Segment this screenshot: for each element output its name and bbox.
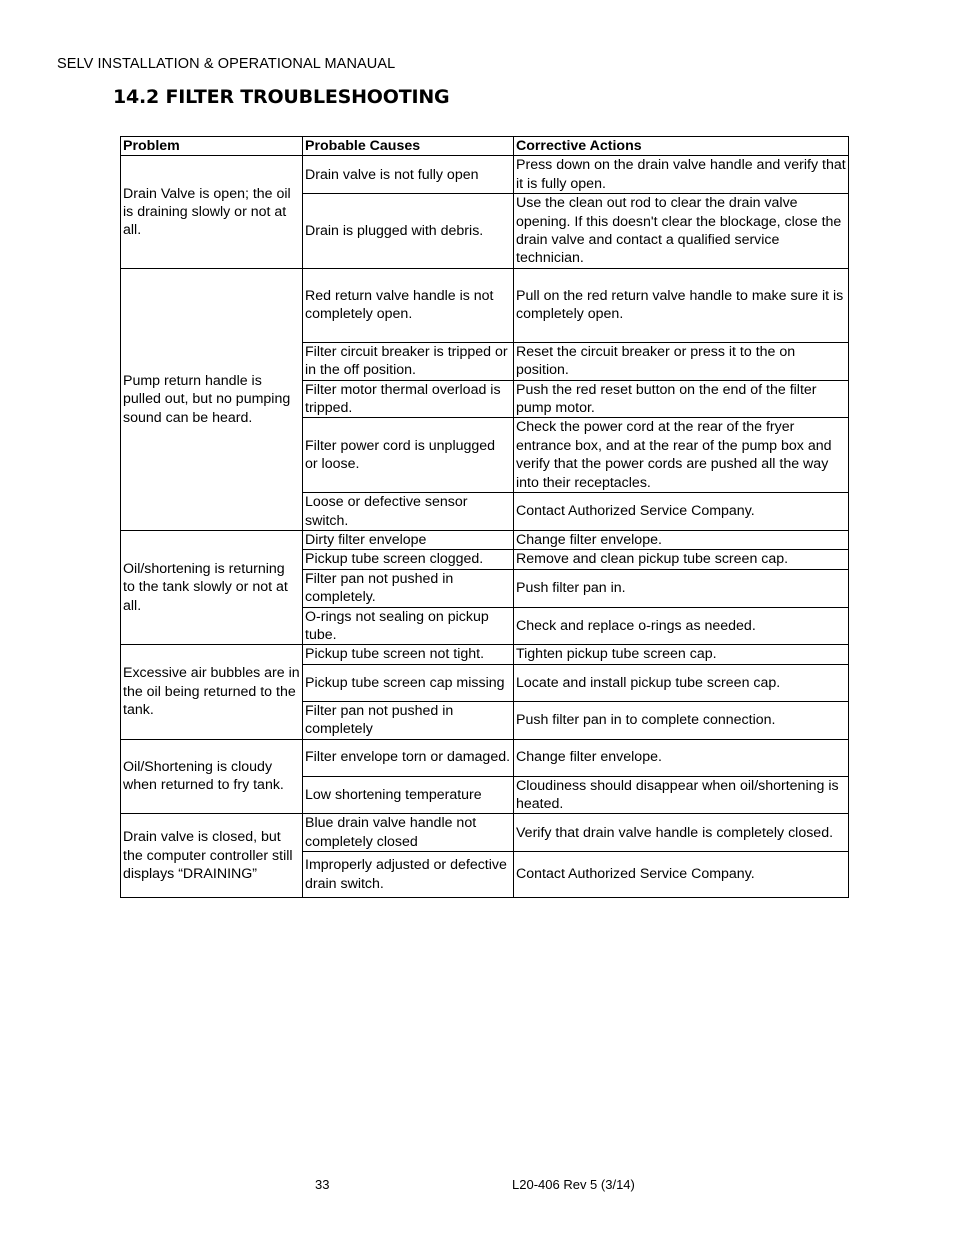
problem-cell: Oil/Shortening is cloudy when returned to fry tank. [121, 739, 303, 814]
problem-cell: Excessive air bubbles are in the oil being returned to the tank. [121, 645, 303, 739]
corrective-action-cell: Press down on the drain valve handle and verify that it is fully open. [514, 156, 849, 194]
probable-cause-cell: Improperly adjusted or defective drain switch. [303, 852, 514, 898]
corrective-action-cell: Push filter pan in. [514, 569, 849, 607]
corrective-action-cell: Reset the circuit breaker or press it to the on position. [514, 342, 849, 380]
corrective-action-cell: Remove and clean pickup tube screen cap. [514, 550, 849, 569]
page-number: 33 [315, 1177, 330, 1192]
corrective-action-cell: Cloudiness should disappear when oil/shortening is heated. [514, 776, 849, 814]
problem-cell: Drain Valve is open; the oil is draining slowly or not at all. [121, 156, 303, 268]
probable-cause-cell: Filter circuit breaker is tripped or in the off position. [303, 342, 514, 380]
probable-cause-cell: Filter envelope torn or damaged. [303, 739, 514, 776]
probable-cause-cell: Loose or defective sensor switch. [303, 493, 514, 531]
table-row [121, 645, 849, 664]
corrective-action-cell: Locate and install pickup tube screen cap. [514, 664, 849, 701]
corrective-action-cell: Tighten pickup tube screen cap. [514, 645, 849, 664]
table-row [121, 814, 849, 852]
corrective-action-cell: Push the red reset button on the end of the filter pump motor. [514, 380, 849, 418]
corrective-action-cell: Verify that drain valve handle is completely closed. [514, 814, 849, 852]
section-title: 14.2 FILTER TROUBLESHOOTING [113, 86, 450, 108]
probable-cause-cell: Drain valve is not fully open [303, 156, 514, 194]
probable-cause-cell: Pickup tube screen cap missing [303, 664, 514, 701]
column-header-problem: Problem [121, 137, 303, 156]
probable-cause-cell: Red return valve handle is not completely open. [303, 268, 514, 342]
probable-cause-cell: Blue drain valve handle not completely closed [303, 814, 514, 852]
problem-cell: Pump return handle is pulled out, but no pumping sound can be heard. [121, 268, 303, 530]
corrective-action-cell: Check the power cord at the rear of the fryer entrance box, and at the rear of the pump box and verify that the power cords are pushed all the way into their receptacles. [514, 418, 849, 493]
corrective-action-cell: Push filter pan in to complete connection. [514, 701, 849, 739]
probable-cause-cell: Pickup tube screen clogged. [303, 550, 514, 569]
probable-cause-cell: O-rings not sealing on pickup tube. [303, 607, 514, 645]
corrective-action-cell: Change filter envelope. [514, 530, 849, 549]
problem-cell: Drain valve is closed, but the computer controller still displays “DRAINING” [121, 814, 303, 898]
column-header-causes: Probable Causes [303, 137, 514, 156]
probable-cause-cell: Filter pan not pushed in completely [303, 701, 514, 739]
table-row [121, 156, 849, 194]
corrective-action-cell: Pull on the red return valve handle to make sure it is completely open. [514, 268, 849, 342]
probable-cause-cell: Low shortening temperature [303, 776, 514, 814]
probable-cause-cell: Filter pan not pushed in completely. [303, 569, 514, 607]
corrective-action-cell: Use the clean out rod to clear the drain valve opening. If this doesn't clear the blockage, close the drain valve and contact a qualified service technician. [514, 194, 849, 269]
document-reference: L20-406 Rev 5 (3/14) [512, 1177, 635, 1192]
probable-cause-cell: Drain is plugged with debris. [303, 194, 514, 269]
problem-cell: Oil/shortening is returning to the tank slowly or not at all. [121, 530, 303, 644]
probable-cause-cell: Filter motor thermal overload is tripped. [303, 380, 514, 418]
column-header-actions: Corrective Actions [514, 137, 849, 156]
probable-cause-cell: Filter power cord is unplugged or loose. [303, 418, 514, 493]
manual-title: SELV INSTALLATION & OPERATIONAL MANAUAL [57, 56, 396, 72]
corrective-action-cell: Check and replace o-rings as needed. [514, 607, 849, 645]
table-row [121, 530, 849, 549]
corrective-action-cell: Contact Authorized Service Company. [514, 852, 849, 898]
table-row [121, 268, 849, 342]
corrective-action-cell: Change filter envelope. [514, 739, 849, 776]
troubleshooting-table [120, 136, 849, 898]
corrective-action-cell: Contact Authorized Service Company. [514, 493, 849, 531]
probable-cause-cell: Dirty filter envelope [303, 530, 514, 549]
probable-cause-cell: Pickup tube screen not tight. [303, 645, 514, 664]
table-header-row [121, 137, 849, 156]
table-row [121, 739, 849, 776]
